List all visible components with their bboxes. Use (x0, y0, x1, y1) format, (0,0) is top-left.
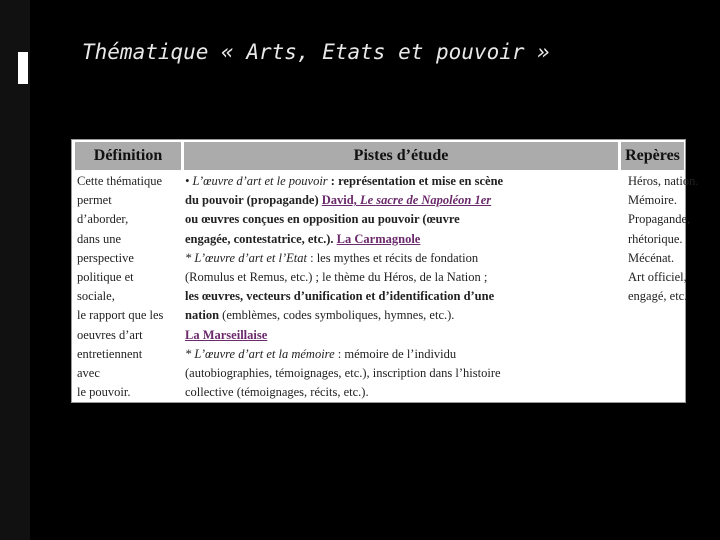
definition-line: perspective (77, 250, 134, 265)
link-carmagnole[interactable]: La Carmagnole (336, 231, 421, 246)
definition-line: avec (77, 365, 100, 380)
reperes-line: Mémoire. (628, 193, 677, 208)
slide-marker (18, 52, 28, 84)
definition-line: le pouvoir. (77, 385, 131, 400)
pistes-text: (emblèmes, codes symboliques, hymnes, etc.). (219, 308, 455, 323)
pistes-heading-etat: * L’œuvre d’art et l’Etat (185, 250, 307, 265)
link-marseillaise[interactable]: La Marseillaise (185, 327, 268, 342)
header-definition: Définition (75, 142, 181, 170)
pistes-line-8 (185, 306, 617, 325)
pistes-text: nation (185, 308, 220, 323)
definition-line: le rapport que les (77, 308, 164, 323)
definition-line: dans une (77, 231, 122, 246)
definition-line: Cette thématique (77, 174, 163, 188)
definition-line: sociale, (77, 289, 115, 304)
link-sacre-napoleon[interactable]: Le sacre de Napoléon 1er (359, 193, 492, 208)
pistes-text: : les mythes et récits de fondation (306, 250, 479, 265)
definition-line: d’aborder, (77, 212, 129, 227)
pistes-heading-memoire: * L’œuvre d’art et la mémoire (185, 346, 335, 361)
pistes-line-12: collective (témoignages, récits, etc.). (185, 385, 369, 400)
definition-cell (77, 172, 181, 402)
header-pistes: Pistes d’étude (184, 142, 618, 170)
pistes-line-1 (185, 172, 617, 191)
link-david[interactable]: David, (321, 193, 360, 208)
definition-line: entretiennent (77, 346, 143, 361)
header-reperes: Repères (621, 142, 684, 170)
pistes-line-10 (185, 345, 617, 364)
pistes-text: : représentation et mise en scène (327, 174, 504, 188)
pistes-line-3: ou œuvres conçues en opposition au pouvoir (œuvre (185, 212, 460, 227)
reperes-line: rhétorique. (628, 231, 683, 246)
pistes-heading-pouvoir: • L’œuvre d’art et le pouvoir (185, 174, 328, 188)
pistes-text: : mémoire de l’individu (334, 346, 457, 361)
pistes-line-4 (185, 230, 617, 249)
pistes-text: du pouvoir (propagande) (185, 193, 322, 208)
reperes-line: Propagande, (628, 212, 691, 227)
pistes-line-9 (185, 326, 617, 345)
pistes-line-7: les œuvres, vecteurs d’unification et d’identification d’une (185, 289, 495, 304)
thematic-table (71, 139, 699, 403)
reperes-cell (628, 172, 699, 306)
pistes-cell (185, 172, 617, 402)
definition-line: permet (77, 193, 112, 208)
pistes-line-2 (185, 191, 617, 210)
pistes-line-11: (autobiographies, témoignages, etc.), inscription dans l’histoire (185, 365, 501, 380)
pistes-line-6: (Romulus et Remus, etc.) ; le thème du Héros, de la Nation ; (185, 269, 488, 284)
reperes-line: engagé, etc. (628, 289, 688, 304)
reperes-line: Mécénat. (628, 250, 675, 265)
definition-line: politique et (77, 269, 134, 284)
definition-line: oeuvres d’art (77, 327, 143, 342)
pistes-line-5 (185, 249, 617, 268)
pistes-text: engagée, contestatrice, etc.). (185, 231, 337, 246)
slide-title: Thématique « Arts, Etats et pouvoir » (82, 40, 550, 64)
reperes-line: Art officiel, (628, 269, 687, 284)
reperes-line: Héros, nation. (628, 174, 699, 188)
